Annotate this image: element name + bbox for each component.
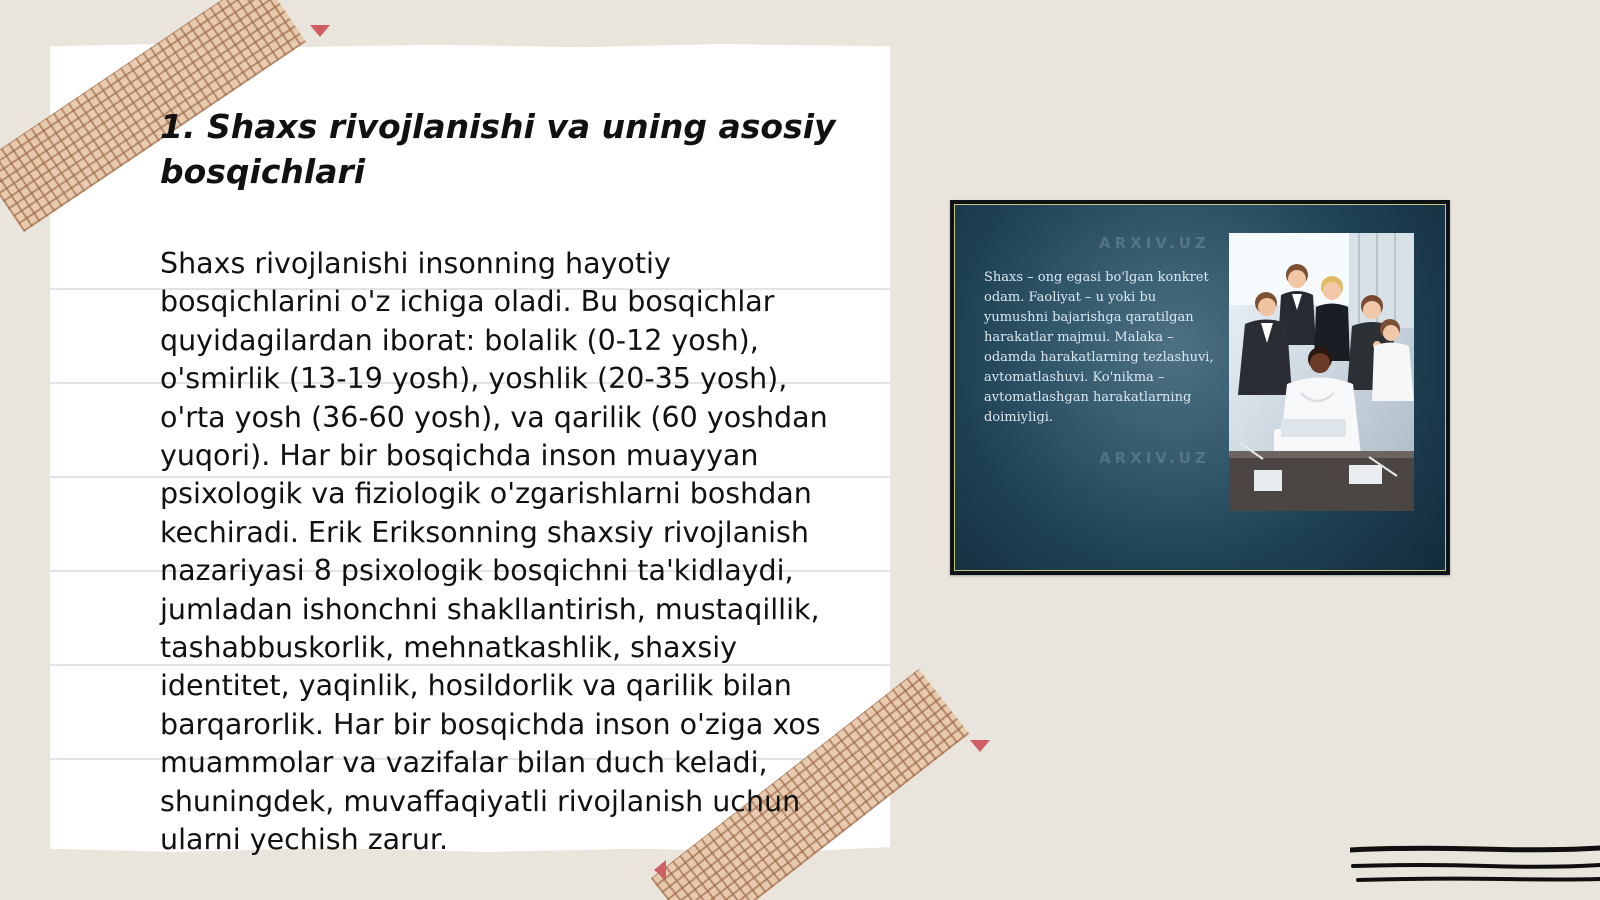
tape-accent-icon (310, 25, 330, 37)
tape-accent-icon (970, 740, 990, 752)
watermark-text: ARXIV.UZ (1099, 234, 1210, 252)
image-caption: Shaxs – ong egasi bo'lgan konkret odam. Faoliyat – u yoki bu yumushni bajarishga qaratilgan harakatlar majmui. Malaka – odamda harakatlarning tezlashuvi, avtomatlashuvi. Ko'nikma – avtomatlashgan harakatlarning doimiyligi. (984, 270, 1214, 425)
slide-title: 1. Shaxs rivojlanishi va uning asosiy bosqichlari (160, 107, 836, 191)
slide-body-text: Shaxs rivojlanishi insonning hayotiy bosqichlarini o'z ichiga oladi. Bu bosqichlar quyidagilardan iborat: bolalik (0-12 yosh), o'smirlik (13-19 yosh), yoshlik (20-35 yosh), o'rta yosh (36-60 yosh), va qarilik (60 yoshdan yuqori). Har bir bosqichda inson muayyan psixologik va fiziologik o'zgarishlarni boshdan kechiradi. Erik Eriksonning shaxsiy rivojlanish nazariyasi 8 psixologik bosqichni ta'kidlaydi, jumladan ishonchni shakllantirish, mustaqillik, tashabbuskorlik, mehnatkashlik, shaxsiy identitet, yaqinlik, hosildorlik va qarilik bilan barqarorlik. Har bir bosqichda inson o'ziga xos muammolar va vazifalar bilan duch keladi, shuningdek, muvaffaqiyatli rivojlanish uchun ularni yechish zarur. (160, 247, 828, 857)
image-gold-border (954, 204, 1446, 571)
brush-lines-icon (1350, 845, 1600, 890)
image-panel (950, 200, 1450, 575)
brush-stroke-decoration (1350, 845, 1600, 890)
watermark-text: ARXIV.UZ (1099, 449, 1210, 467)
tape-accent-icon (654, 860, 666, 880)
